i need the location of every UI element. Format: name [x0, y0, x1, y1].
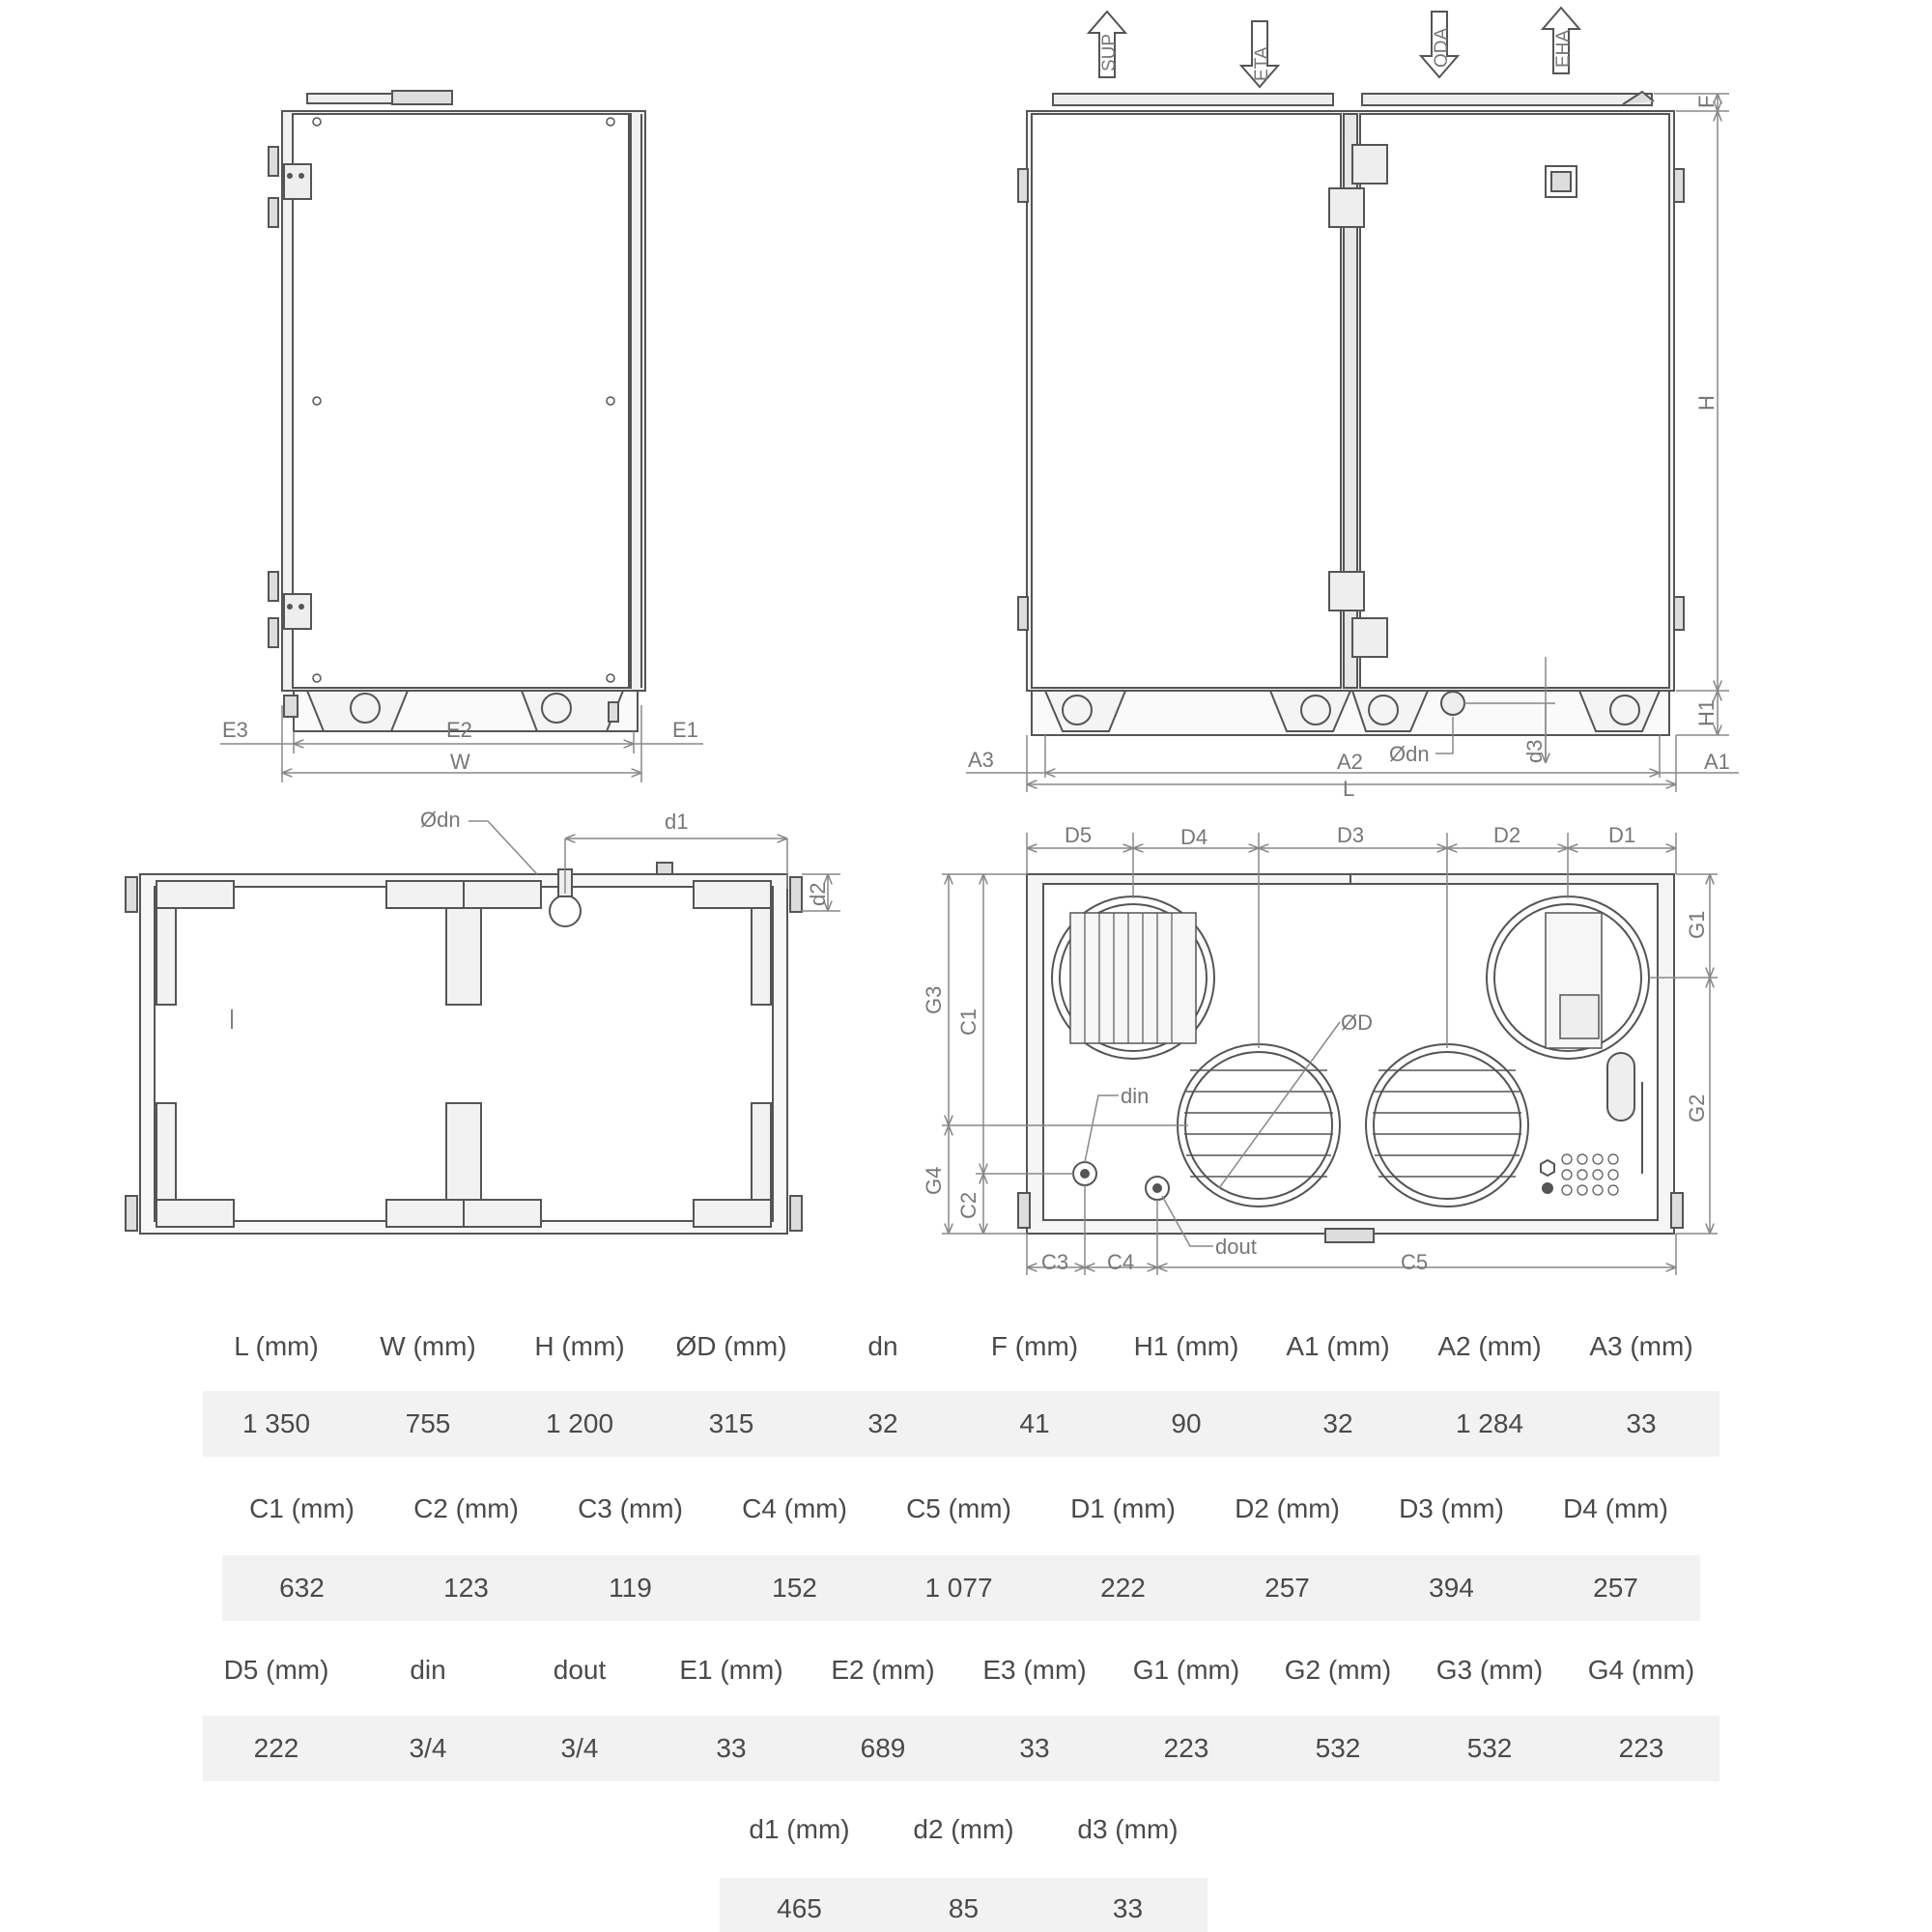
- dim-label-d3: d3: [1522, 739, 1547, 763]
- table-value-cell: 257: [1593, 1573, 1638, 1603]
- dim-label-d1: d1: [665, 810, 689, 834]
- dim-label-a3: A3: [968, 748, 994, 772]
- dim-label-g2: G2: [1685, 1094, 1709, 1122]
- table-header-cell: D4 (mm): [1563, 1493, 1668, 1523]
- table-value-cell: 152: [772, 1573, 817, 1603]
- table-header-cell: din: [410, 1655, 446, 1685]
- table-value-cell: 33: [716, 1733, 747, 1763]
- table-value-cell: 33: [1626, 1408, 1657, 1438]
- table-header-cell: G2 (mm): [1284, 1655, 1392, 1685]
- dim-label-c5: C5: [1401, 1250, 1429, 1274]
- table-header-cell: G1 (mm): [1132, 1655, 1240, 1685]
- table-value-cell: 1 350: [242, 1408, 311, 1438]
- table-value-cell: 32: [1322, 1408, 1353, 1438]
- table-header-cell: d2 (mm): [913, 1814, 1014, 1844]
- table-value-cell: 33: [1019, 1733, 1050, 1763]
- dim-label-c2: C2: [956, 1191, 980, 1219]
- table-header-cell: F (mm): [990, 1331, 1079, 1361]
- table-header-cell: dn: [867, 1331, 898, 1361]
- table-value-cell: 1 284: [1455, 1408, 1524, 1438]
- dim-label-rear-d3: D3: [1337, 823, 1365, 847]
- table-header-cell: E1 (mm): [679, 1655, 783, 1685]
- airflow-label-eha: EHA: [1553, 29, 1574, 68]
- dim-label-a2: A2: [1337, 750, 1363, 774]
- table-header-cell: G4 (mm): [1587, 1655, 1695, 1685]
- dim-label-dout: dout: [1215, 1235, 1257, 1259]
- table-header-cell: H1 (mm): [1133, 1331, 1239, 1361]
- table-value-cell: 1 077: [924, 1573, 993, 1603]
- dim-label-od: ØD: [1341, 1010, 1373, 1035]
- dim-label-e3: E3: [222, 718, 248, 742]
- dim-label-d4: D4: [1180, 825, 1208, 849]
- dim-label-g3: G3: [922, 985, 946, 1014]
- table-header-cell: ØD (mm): [675, 1331, 787, 1361]
- dim-label-a1: A1: [1704, 750, 1730, 774]
- table-value-cell: 394: [1429, 1573, 1474, 1603]
- table-header-row: [203, 1637, 1719, 1703]
- table-header-cell: D5 (mm): [223, 1655, 329, 1685]
- table-header-cell: D2 (mm): [1235, 1493, 1340, 1523]
- table-header-row: [720, 1797, 1208, 1862]
- table-value-cell: 222: [1100, 1573, 1146, 1603]
- airflow-label-sup: SUP: [1099, 33, 1120, 71]
- table-header-row: [222, 1476, 1700, 1542]
- dim-label-c3: C3: [1041, 1250, 1069, 1274]
- table-value-cell: 257: [1264, 1573, 1310, 1603]
- table-value-cell: 41: [1019, 1408, 1050, 1438]
- table-value-cell: 32: [867, 1408, 898, 1438]
- table-header-cell: d1 (mm): [749, 1814, 850, 1844]
- table-value-cell: 465: [777, 1893, 822, 1923]
- table-header-cell: A2 (mm): [1437, 1331, 1542, 1361]
- table-value-cell: 689: [860, 1733, 906, 1763]
- table-value-cell: 90: [1171, 1408, 1202, 1438]
- table-header-cell: E2 (mm): [831, 1655, 935, 1685]
- dim-label-rear-d2: D2: [1493, 823, 1521, 847]
- table-value-cell: 3/4: [560, 1733, 599, 1763]
- dim-label-side-dn: Ødn: [1389, 742, 1430, 766]
- table-value-cell: 222: [253, 1733, 299, 1763]
- dim-label-rear-d1: D1: [1608, 823, 1636, 847]
- dim-label-h1: H1: [1694, 698, 1719, 726]
- airflow-label-oda: ODA: [1432, 27, 1452, 68]
- dim-label-f: F: [1694, 95, 1719, 108]
- table-header-row: [203, 1314, 1719, 1379]
- dim-label-top-d2: d2: [806, 882, 830, 906]
- table-header-cell: L (mm): [234, 1331, 319, 1361]
- table-value-row: [203, 1391, 1719, 1457]
- table-header-cell: d3 (mm): [1077, 1814, 1179, 1844]
- table-value-row: [222, 1555, 1700, 1621]
- table-header-cell: C3 (mm): [578, 1493, 683, 1523]
- dim-label-top-dn: Ødn: [420, 808, 461, 832]
- table-value-cell: 123: [443, 1573, 489, 1603]
- table-header-cell: A3 (mm): [1589, 1331, 1693, 1361]
- table-value-cell: 223: [1618, 1733, 1664, 1763]
- table-value-row: [203, 1716, 1719, 1781]
- dim-label-d5: D5: [1065, 823, 1093, 847]
- dim-label-g4: G4: [922, 1166, 946, 1195]
- table-header-cell: H (mm): [534, 1331, 625, 1361]
- table-value-cell: 223: [1163, 1733, 1209, 1763]
- dim-label-c4: C4: [1107, 1250, 1135, 1274]
- dim-label-e2: E2: [446, 718, 472, 742]
- table-header-cell: dout: [553, 1655, 607, 1685]
- table-value-cell: 1 200: [545, 1408, 614, 1438]
- table-value-row: [720, 1878, 1208, 1932]
- dim-label-c1: C1: [956, 1008, 980, 1036]
- table-header-cell: E3 (mm): [982, 1655, 1087, 1685]
- airflow-label-eta: ETA: [1252, 46, 1272, 81]
- dim-label-e1: E1: [672, 718, 698, 742]
- table-header-cell: C1 (mm): [249, 1493, 355, 1523]
- table-header-cell: G3 (mm): [1435, 1655, 1544, 1685]
- dim-label-din: din: [1121, 1084, 1150, 1108]
- table-header-cell: A1 (mm): [1286, 1331, 1390, 1361]
- table-header-cell: D3 (mm): [1399, 1493, 1504, 1523]
- table-header-cell: C2 (mm): [413, 1493, 519, 1523]
- table-value-cell: 315: [708, 1408, 754, 1438]
- table-value-cell: 532: [1315, 1733, 1361, 1763]
- table-value-cell: 532: [1466, 1733, 1513, 1763]
- dim-label-h: H: [1694, 395, 1719, 411]
- dim-label-g1: G1: [1685, 910, 1709, 939]
- table-value-cell: 85: [948, 1893, 980, 1923]
- table-value-cell: 119: [609, 1573, 652, 1603]
- table-value-cell: 33: [1112, 1893, 1144, 1923]
- table-header-cell: C5 (mm): [906, 1493, 1011, 1523]
- dim-label-l: L: [1343, 777, 1355, 801]
- table-value-cell: 755: [405, 1408, 451, 1438]
- table-header-cell: W (mm): [380, 1331, 476, 1361]
- table-value-cell: 632: [279, 1573, 325, 1603]
- table-header-cell: D1 (mm): [1070, 1493, 1176, 1523]
- table-value-cell: 3/4: [409, 1733, 447, 1763]
- dim-label-w: W: [450, 750, 470, 774]
- table-header-cell: C4 (mm): [742, 1493, 847, 1523]
